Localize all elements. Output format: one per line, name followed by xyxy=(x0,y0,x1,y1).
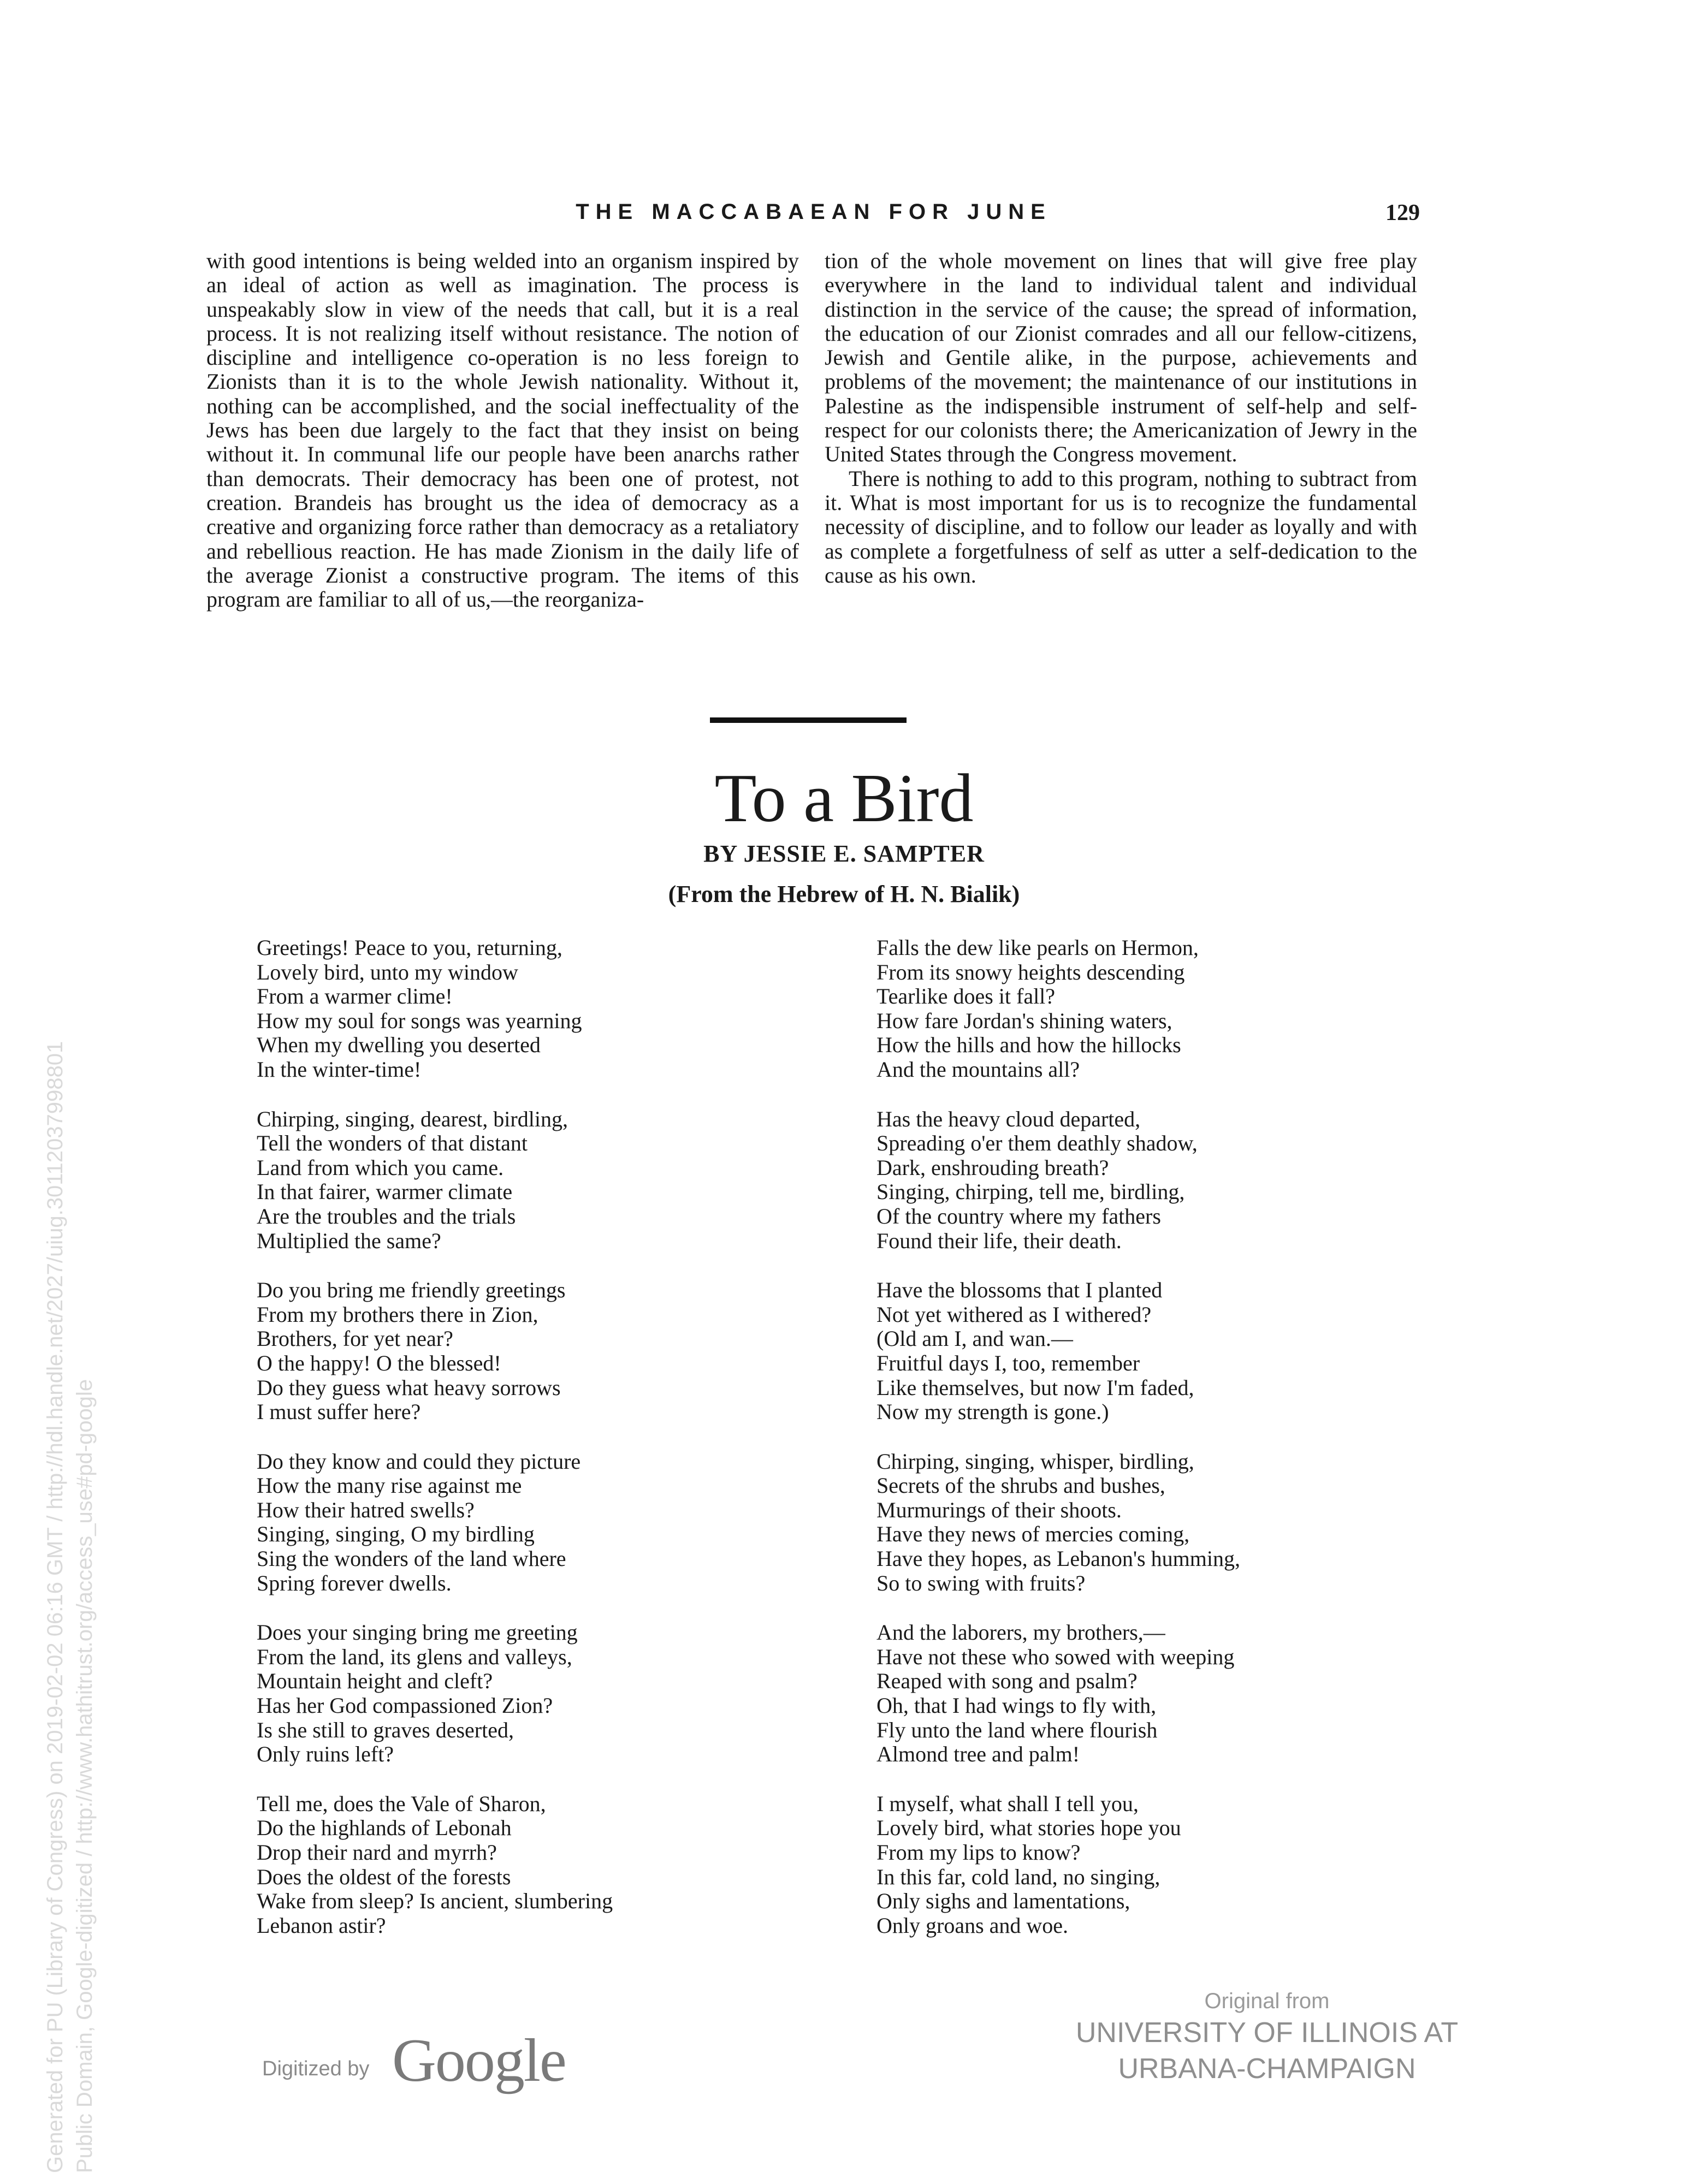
poem-line: I myself, what shall I tell you, xyxy=(876,1791,1139,1816)
poem-line: Spring forever dwells. xyxy=(257,1570,452,1595)
poem-line: Has her God compassioned Zion? xyxy=(257,1693,553,1718)
poem-line: Have not these who sowed with weeping xyxy=(876,1644,1235,1669)
poem-left-column xyxy=(257,936,613,1963)
poem-line: Spreading o'er them deathly shadow, xyxy=(876,1131,1198,1156)
poem-stanza xyxy=(257,1278,613,1425)
poem-line: Chirping, singing, whisper, birdling, xyxy=(876,1449,1194,1474)
poem-line: How the many rise against me xyxy=(257,1473,522,1498)
poem-line: From my lips to know? xyxy=(876,1840,1081,1865)
prose-paragraph: There is nothing to add to this program, nothing to subtract from it. What is most important for us is to recognize the fundamental necessity of discipline, and to follow our leader as loyally and with as complete a forgetfulness of self as utter a self-dedication to the cause as his own. xyxy=(825,466,1417,587)
poem-line: Falls the dew like pearls on Hermon, xyxy=(876,935,1199,960)
poem-stanza xyxy=(876,1278,1240,1425)
digitized-by-label: Digitized by xyxy=(262,2057,370,2080)
poem-line: Not yet withered as I withered? xyxy=(876,1302,1152,1327)
poem-line: And the laborers, my brothers,— xyxy=(876,1620,1165,1645)
poem-source: (From the Hebrew of H. N. Bialik) xyxy=(668,881,1020,907)
poem-line: Does the oldest of the forests xyxy=(257,1864,511,1889)
poem-line: Murmurings of their shoots. xyxy=(876,1497,1122,1522)
poem-line: Lovely bird, unto my window xyxy=(257,959,518,984)
poem-line: Fly unto the land where flourish xyxy=(876,1717,1158,1742)
poem-byline: BY JESSIE E. SAMPTER xyxy=(703,840,985,867)
poem-line: Chirping, singing, dearest, birdling, xyxy=(257,1106,568,1131)
poem-line: Multiplied the same? xyxy=(257,1228,441,1253)
institution-line-1: UNIVERSITY OF ILLINOIS AT xyxy=(1075,2017,1459,2049)
poem-line: (Old am I, and wan.— xyxy=(876,1326,1073,1351)
poem-line: Lebanon astir? xyxy=(257,1913,386,1938)
poem-line: Only sighs and lamentations, xyxy=(876,1889,1130,1914)
poem-stanza xyxy=(257,1450,613,1596)
poem-line: From my brothers there in Zion, xyxy=(257,1302,538,1327)
prose-right-column xyxy=(825,249,1417,587)
poem-line: Secrets of the shrubs and bushes, xyxy=(876,1473,1165,1498)
poem-line: Are the troubles and the trials xyxy=(257,1203,516,1228)
running-title: THE MACCABAEAN FOR JUNE xyxy=(576,200,1052,224)
poem-stanza xyxy=(257,1621,613,1767)
poem-line: Singing, chirping, tell me, birdling, xyxy=(876,1179,1185,1204)
poem-line: Found their life, their death. xyxy=(876,1228,1122,1253)
poem-line: How their hatred swells? xyxy=(257,1497,475,1522)
running-header xyxy=(208,200,1420,233)
poem-line: Does your singing bring me greeting xyxy=(257,1620,578,1645)
poem-line: Tell me, does the Vale of Sharon, xyxy=(257,1791,546,1816)
prose-left-column xyxy=(206,249,799,612)
poem-line: So to swing with fruits? xyxy=(876,1570,1086,1595)
poem-line: Only ruins left? xyxy=(257,1742,394,1767)
watermark-line-1: Generated for PU (Library of Congress) on 2019-02-02 06:16 GMT / http://hdl.handle.net/2027/uiug.30112037998801 xyxy=(43,1041,67,2173)
poem-line: In this far, cold land, no singing, xyxy=(876,1864,1160,1889)
poem-stanza xyxy=(257,1107,613,1254)
section-divider xyxy=(710,717,907,723)
poem-line: Tearlike does it fall? xyxy=(876,984,1056,1009)
poem-line: Have the blossoms that I planted xyxy=(876,1278,1163,1303)
poem-line: Wake from sleep? Is ancient, slumbering xyxy=(257,1889,613,1914)
prose-paragraph: with good intentions is being welded into an organism inspired by an ideal of action as well as imagination. The process is unspeakably slow in view of the needs that call, but it is a real process. It is not realizing itself without resistance. The notion of discipline and intelligence co-operation is no less foreign to Zionists than it is to the whole Jewish nationality. Without it, nothing can be accomplished, and the social ineffectuality of the Jews has been due largely to the fact that they insist on being without it. In communal life our people have been anarchs rather than democrats. Their democracy has been one of protest, not creation. Brandeis has brought us the idea of democracy as a creative and organizing force rather than democracy as a retaliatory and rebellious reaction. He has made Zionism in the daily life of the average Zionist a constructive program. The items of this program are familiar to all of us,—the reorganiza- xyxy=(206,248,799,612)
poem-line: From its snowy heights descending xyxy=(876,959,1185,984)
poem-line: Has the heavy cloud departed, xyxy=(876,1106,1141,1131)
poem-line: Do they know and could they picture xyxy=(257,1449,581,1474)
poem-stanza xyxy=(876,1107,1240,1254)
poem-line: Singing, singing, O my birdling xyxy=(257,1522,535,1547)
poem-line: Do they guess what heavy sorrows xyxy=(257,1375,561,1400)
poem-line: Oh, that I had wings to fly with, xyxy=(876,1693,1157,1718)
watermark-line-2: Public Domain, Google-digitized / http://www.hathitrust.org/access_use#pd-google xyxy=(73,1379,97,2173)
poem-line: In the winter-time! xyxy=(257,1057,422,1082)
poem-line: Brothers, for yet near? xyxy=(257,1326,453,1351)
poem-line: From the land, its glens and valleys, xyxy=(257,1644,572,1669)
poem-stanza xyxy=(257,1792,613,1938)
poem-line: And the mountains all? xyxy=(876,1057,1080,1082)
poem-line: Only groans and woe. xyxy=(876,1913,1069,1938)
hathitrust-watermark xyxy=(40,1041,99,2173)
poem-line: Have they news of mercies coming, xyxy=(876,1522,1190,1547)
poem-line: Have they hopes, as Lebanon's humming, xyxy=(876,1546,1240,1571)
poem-line: How my soul for songs was yearning xyxy=(257,1008,582,1033)
poem-line: Now my strength is gone.) xyxy=(876,1399,1109,1425)
poem-line: Do the highlands of Lebonah xyxy=(257,1815,512,1841)
poem-line: Reaped with song and psalm? xyxy=(876,1669,1138,1694)
poem-line: Greetings! Peace to you, returning, xyxy=(257,935,562,960)
poem-line: Mountain height and cleft? xyxy=(257,1669,493,1694)
poem-line: Do you bring me friendly greetings xyxy=(257,1278,566,1303)
poem-line: Is she still to graves deserted, xyxy=(257,1717,514,1742)
page-number: 129 xyxy=(1385,200,1420,225)
prose-paragraph: tion of the whole movement on lines that will give free play everywhere in the land to individual talent and individual distinction in the service of the cause; the spread of information, the education of our Zionist comrades and all our fellow-citizens, Jewish and Gentile alike, in the purpose, achievements and problems of the movement; the maintenance of our institutions in Palestine as the indispensible instrument of self-help and self-respect for our colonists there; the Americanization of Jewry in the United States through the Congress movement. xyxy=(825,248,1417,467)
original-from-block xyxy=(1070,1987,1464,2087)
poem-line: Of the country where my fathers xyxy=(876,1203,1161,1228)
poem-line: Land from which you came. xyxy=(257,1155,504,1180)
poem-line: When my dwelling you deserted xyxy=(257,1032,541,1058)
poem-line: Like themselves, but now I'm faded, xyxy=(876,1375,1194,1400)
poem-line: How fare Jordan's shining waters, xyxy=(876,1008,1172,1033)
google-logo: Google xyxy=(392,2027,566,2094)
poem-line: In that fairer, warmer climate xyxy=(257,1179,513,1204)
poem-stanza xyxy=(876,1792,1240,1938)
institution-line-2: URBANA-CHAMPAIGN xyxy=(1118,2053,1416,2085)
poem-line: Dark, enshrouding breath? xyxy=(876,1155,1109,1180)
poem-stanza xyxy=(876,936,1240,1082)
poem-line: Lovely bird, what stories hope you xyxy=(876,1815,1181,1841)
poem-line: How the hills and how the hillocks xyxy=(876,1032,1181,1058)
poem-title: To a Bird xyxy=(714,761,974,836)
poem-line: O the happy! O the blessed! xyxy=(257,1350,501,1375)
poem-line: Tell the wonders of that distant xyxy=(257,1131,528,1156)
poem-line: Fruitful days I, too, remember xyxy=(876,1350,1140,1375)
poem-line: I must suffer here? xyxy=(257,1399,421,1425)
poem-stanza xyxy=(876,1450,1240,1596)
poem-line: From a warmer clime! xyxy=(257,984,453,1009)
poem-line: Sing the wonders of the land where xyxy=(257,1546,566,1571)
poem-stanza xyxy=(876,1621,1240,1767)
poem-stanza xyxy=(257,936,613,1082)
poem-line: Drop their nard and myrrh? xyxy=(257,1840,497,1865)
poem-right-column xyxy=(876,936,1240,1963)
original-from-label: Original from xyxy=(1204,1989,1330,2013)
poem-line: Almond tree and palm! xyxy=(876,1742,1080,1767)
